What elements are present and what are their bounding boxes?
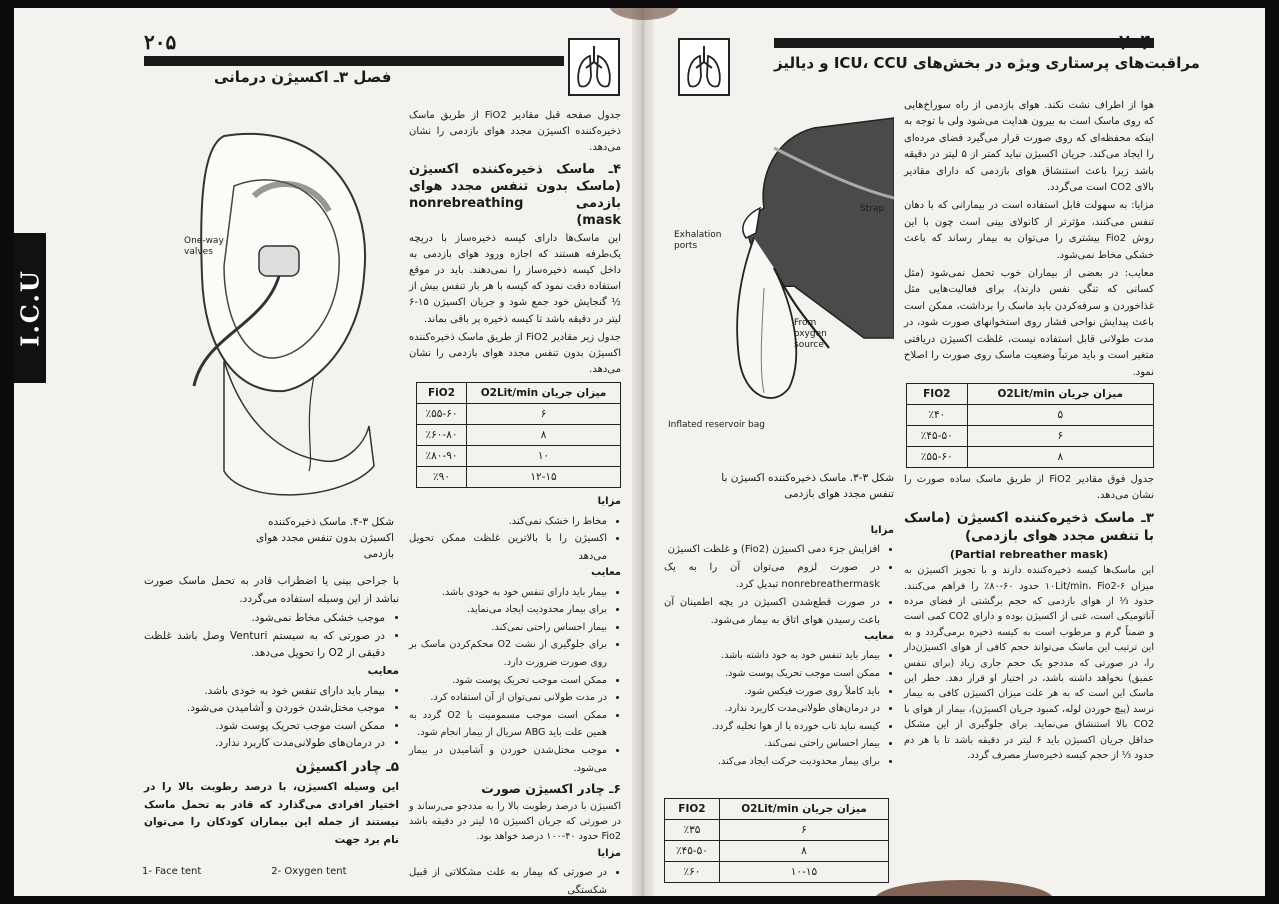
fio2-table-simple-mask: [906, 383, 1154, 468]
list-item: • در صورت قطع‌شدن اکسیژن در یچه اطمینان آن باعث رسیدن هوای اتاق به بیمار می‌شود.: [664, 594, 880, 629]
paragraph: جدول زیر مقادیر FiO2 از طریق ماسک ذخیره‌کننده اکسیژن بدون تنفس مجدد هوای بازدمی را نشان می‌دهد.: [409, 331, 621, 376]
book-gutter: [632, 8, 654, 896]
figure-label-valves: One-way valves: [184, 236, 224, 257]
bullet-list: [144, 683, 399, 753]
header-rule: [774, 38, 1154, 48]
table-cell: ۱۲-۱۵: [467, 467, 621, 488]
list-item: • ممکن است موجب تحریک پوست شود.: [664, 665, 880, 683]
table-cell: ٪۵۵-۶۰: [417, 404, 467, 425]
table-row: [665, 862, 889, 883]
list-item: • بیمار باید دارای تنفس خود به خودی باشد.: [409, 584, 607, 602]
left-column-outer: [144, 573, 399, 851]
table-header: FIO2: [907, 383, 968, 404]
list-item: • باید کاملاً روی صورت فیکس شود.: [664, 683, 880, 701]
list-item: • در درمان‌های طولانی‌مدت کاربرد ندارد.: [664, 700, 880, 718]
list-item: • در مدت طولانی نمی‌توان از آن استفاده کرد.: [409, 689, 607, 707]
section-label: مزایا: [870, 525, 894, 536]
table-cell: ۱۰: [467, 446, 621, 467]
table-header: میزان جریان O2Lit/min: [467, 383, 621, 404]
table-cell: ٪۶۰: [665, 862, 720, 883]
section-label: معایب: [864, 631, 894, 643]
list-item: • برای جلوگیری از نشت O2 محکم‌کردن ماسک بر روی صورت ضرورت دارد.: [409, 636, 607, 671]
table-cell: ٪۵۵-۶۰: [907, 446, 968, 467]
bullet-list: [409, 513, 621, 566]
table-cell: ۸: [719, 841, 888, 862]
table-cell: ۱۰-۱۵: [719, 862, 888, 883]
list-item: • برای بیمار محدودیت ایجاد می‌نماید.: [409, 601, 607, 619]
figure-label-strap: Strap: [860, 204, 885, 214]
table-row: [417, 446, 621, 467]
footnotes: [142, 866, 442, 877]
table-row: [907, 446, 1154, 467]
right-column-outer: [904, 98, 1154, 765]
figure-label-oxygen-source: From oxygen source: [794, 318, 827, 350]
fio2-table-nonrebreather: [416, 382, 621, 488]
page-number: ۲۰۵: [144, 30, 177, 54]
list-item: • موجب مختل‌شدن خوردن و آشامیدن می‌شود.: [144, 700, 385, 718]
table-cell: ۶: [719, 820, 888, 841]
right-page: [654, 8, 1265, 896]
list-item: • بیمار باید تنفس خود به خود داشته باشد.: [664, 647, 880, 665]
list-item: • ممکن است موجب تحریک پوست شود.: [409, 672, 607, 690]
section-label: مزایا: [597, 848, 621, 860]
list-item: • بیمار احساس راحتی نمی‌کند.: [409, 619, 607, 637]
list-item: • بیمار احساس راحتی نمی‌کند.: [664, 735, 880, 753]
paragraph: معایب: در بعضی از بیماران خوب تحمل نمی‌شود (مثل کسانی که تنگی نفس دارند)، برای فعالیت‌هایی مثل غذاخوردن و سرفه‌کردن باید ماسک را برداشت، ممکن است باعث پیدایش نواحی فشار روی استخوانهای صورت شود، در مدت طولانی قابل استفاده نیست، غلظت اکسیژن دریافتی متغیر است و باید مرتباً وضعیت ماسک روی صورت را اصلاح نمود.: [904, 268, 1154, 378]
bullet-list: [664, 647, 894, 770]
paragraph: با جراحی بینی یا اضطراب قادر به تحمل ماسک صورت نباشد از این وسیله استفاده می‌گردد.: [144, 575, 399, 605]
table-cell: ٪۶۰-۸۰: [417, 425, 467, 446]
table-cell: ۸: [467, 425, 621, 446]
list-item: • کیسه نباید تاب خورده یا از هوا تخلیه گردد.: [664, 718, 880, 736]
table-cell: ٪۳۵: [665, 820, 720, 841]
list-item: • اکسیژن را با بالاترین غلظت ممکن تحویل می‌دهد: [409, 530, 607, 565]
list-item: • افزایش جزء دمی اکسیژن (Fio2) و غلظت اکسیژن: [664, 541, 880, 559]
table-cell: ٪۸۰-۹۰: [417, 446, 467, 467]
section-heading: ۶ـ چادر اکسیژن صورت: [481, 781, 621, 797]
section-label: معایب: [591, 567, 621, 579]
table-cell: ٪۴۵-۵۰: [907, 425, 968, 446]
list-item: • ممکن است موجب تحریک پوست شود.: [144, 718, 385, 736]
table-row: [417, 467, 621, 488]
figure-label-reservoir: Inflated reservoir bag: [668, 420, 765, 430]
paragraph: اکسیژن با درصد رطوبت بالا را به مددجو می‌رساند و در صورتی که جریان اکسیژن ۱۵ لیتر در دقیقه باشد Fio2 حدود ۴۰-۱۰۰ درصد خواهد بود.: [409, 801, 621, 843]
list-item: • در درمان‌های طولانی‌مدت کاربرد ندارد.: [144, 735, 385, 753]
list-item: • در صورت لزوم می‌توان آن را به یک nonrebreathermask تبدیل کرد.: [664, 559, 880, 594]
book-title: مراقبت‌های پرستاری ویژه در بخش‌های ICU، CCU و دیالیز: [774, 54, 1200, 72]
chapter-side-tab: I.C.U: [14, 233, 46, 383]
list-item: • موجب خشکی مخاط نمی‌شود.: [144, 610, 385, 628]
header-rule: [144, 56, 564, 66]
figure-label-exhalation: Exhalation ports: [674, 230, 722, 251]
list-item: • ممکن است موجب مسمومیت با O2 گردد به همین علت باید ABG سریال از بیمار انجام شود.: [409, 707, 607, 742]
list-item: • در صورتی که بیمار به علت مشکلاتی از قبیل شکستگی: [409, 864, 607, 896]
section-heading: ۳ـ ماسک ذخیره‌کننده اکسیژن (ماسک با تنفس مجدد هوای بازدمی): [904, 509, 1154, 544]
face-tent-illustration: [164, 126, 404, 506]
list-item: • در صورتی که به سیستم Venturi وصل باشد غلظت دقیقی از O2 را تحویل می‌دهد.: [144, 628, 385, 663]
list-item: • برای بیمار محدودیت حرکت ایجاد می‌کند.: [664, 753, 880, 771]
section-heading: ۵ـ چادر اکسیژن: [295, 758, 399, 775]
table-cell: ٪۴۰: [907, 404, 968, 425]
table-cell: ۶: [467, 404, 621, 425]
right-column-inner: [664, 523, 894, 771]
table-cell: ٪۴۵-۵۰: [665, 841, 720, 862]
table-header: FiO2: [417, 383, 467, 404]
lungs-icon: [568, 38, 620, 96]
paragraph: این وسیله اکسیژن، با درصد رطوبت بالا را در اختیار افرادی می‌گذارد که قادر به تحمل ماسک نیستند از جمله این بیماران کودکان را می‌توان نام برد جهت: [144, 780, 399, 846]
list-item: • مخاط را خشک نمی‌کند.: [409, 513, 607, 531]
footnote: 1- Face tent: [142, 866, 202, 877]
table-header: FIO2: [665, 799, 720, 820]
table-row: [665, 841, 889, 862]
section-label: مزایا: [597, 496, 621, 508]
left-page: [14, 8, 632, 896]
section-label: معایب: [367, 664, 399, 677]
open-book: [14, 8, 1265, 896]
partial-rebreather-illustration: [664, 108, 894, 428]
section-heading: ۴ـ ماسک ذخیره‌کننده اکسیژن (ماسک بدون تنفس مجدد هوای بازدمی nonrebreathing mask): [409, 161, 621, 228]
list-item: • بیمار باید دارای تنفس خود به خودی باشد.: [144, 683, 385, 701]
table-cell: ٪۹۰: [417, 467, 467, 488]
table-row: [907, 425, 1154, 446]
chapter-title: فصل ۳ـ اکسیژن درمانی: [214, 68, 392, 86]
section-subheading: (Partial rebreather mask): [949, 547, 1109, 561]
paragraph: جدول فوق مقادیر FiO2 از طریق ماسک ساده صورت را نشان می‌دهد.: [904, 473, 1155, 502]
bullet-list: [409, 584, 621, 778]
table-cell: ۵: [967, 404, 1153, 425]
list-item: • موجب مختل‌شدن خوردن و آشامیدن در بیمار می‌شود.: [409, 742, 607, 777]
table-row: [417, 425, 621, 446]
fio2-table-partial-rebreather: [664, 798, 889, 883]
table-row: [665, 820, 889, 841]
paragraph: این ماسک‌ها کیسه ذخیره‌کننده دارند و با تجویز اکسیژن به میزان ۶-۱۰Lit/min، Fio2 حدود ۶۰-۸۰٪ را فراهم می‌کنند. حدود ⅓ از هوای بازدمی که حجم برگشتی از فضای مرده آناتومیکی است، غنی از اکسیژن بوده و دارای CO2 کمی است و ضمناً گرم و مرطوب است به کیسه ذخیره برمی‌گردد و به این ترتیب این ماسک می‌تواند حجم کافی از هوای اکسیژن‌دار را، در صورتی که مددجو یک حجم جاری زیاد (برای تنفس عمیق) نخواهد داشته باشد، در اختیار او قرار دهد. خطر این ماسک این است که به هر علت میزان اکسیژن کافی به بیمار نرسد (پیچ خوردن لوله، کمبود جریان اکسیژن)، بیمار از هوای با CO2 بالا استنشاق می‌نماید. برای جلوگیری از این مشکل حداقل جریان اکسیژن باید ۶ لیتر در دقیقه باشد تا با هر دم حدود ⅓ از حجم کیسه ذخیره‌ساز مصرف گردد.: [904, 565, 1154, 761]
paragraph: مزایا: به سهولت قابل استفاده است در بیمارانی که با دهان تنفس می‌کنند، مؤثرتر از کانولای بینی است چون با این روش Fio2 بیشتری را می‌توان به بیمار رساند که باعث خشکی مخاط نمی‌شود.: [904, 200, 1154, 261]
figure-caption: شکل ۳-۳. ماسک ذخیره‌کننده اکسیژن با تنفس مجدد هوای بازدمی: [721, 472, 894, 500]
bullet-list: [664, 541, 894, 629]
figure-caption: شکل ۳-۴. ماسک ذخیره‌کننده اکسیژن بدون تنفس مجدد هوای بازدمی: [256, 516, 394, 560]
lungs-icon: [678, 38, 730, 96]
paragraph: هوا از اطراف نشت نکند. هوای بازدمی از راه سوراخ‌هایی که روی ماسک است به بیرون هدایت می‌شود ولی با توجه به اینکه محفظه‌ای که روی صورت قرار می‌گیرد فضای مرده‌ای را ایجاد می‌کند. جریان اکسیژن نباید کمتر از ۵ لیتر در دقیقه باشد زیرا باعث استنشاق هوای بازدمی که دارای مقادیر بالای CO2 است می‌گردد.: [904, 100, 1155, 194]
table-cell: ۸: [967, 446, 1153, 467]
table-header: میزان جریان O2Lit/min: [719, 799, 888, 820]
paragraph: جدول صفحه قبل مقادیر FiO2 از طریق ماسک ذخیره‌کننده اکسیژن مجدد هوای بازدمی را نشان می‌دهد.: [409, 110, 621, 154]
paragraph: این ماسک‌ها دارای کیسه ذخیره‌ساز با دریچه یک‌طرفه هستند که اجازه ورود هوای بازدمی به داخل کیسه ذخیره‌ساز را نمی‌دهند. باید در موقع استفاده دقت نمود که کیسه با هر بار تنفس بیش از ½ گنجایش خود جمع شود و جریان اکسیژن ۱۵-۶ لیتر در دقیقه باشد تا کیسه ذخیره پر باقی بماند.: [409, 232, 621, 325]
footnote: 2- Oxygen tent: [271, 866, 347, 877]
table-cell: ۶: [967, 425, 1153, 446]
table-row: [417, 404, 621, 425]
table-row: [907, 404, 1154, 425]
table-header: میزان جریان O2Lit/min: [967, 383, 1153, 404]
bullet-list: [144, 610, 399, 663]
left-column-inner: [409, 108, 621, 896]
